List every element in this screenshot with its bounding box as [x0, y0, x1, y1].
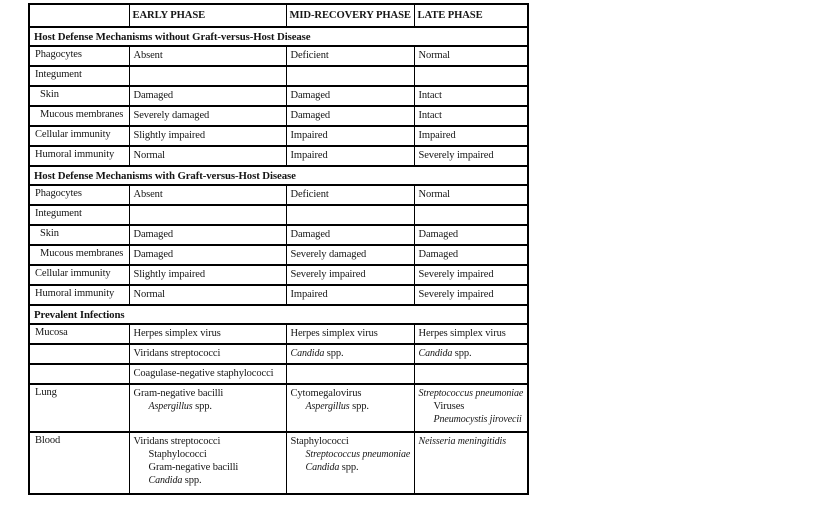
cell-line [291, 49, 410, 62]
cell-line [419, 129, 524, 142]
table-row [29, 265, 528, 285]
cell-text: Viridans streptococci [133, 348, 221, 359]
data-cell [286, 146, 414, 166]
data-cell [129, 285, 286, 305]
cell-line [419, 288, 524, 301]
table-row [29, 384, 528, 432]
cell-line [134, 448, 282, 461]
cell-text: spp. [182, 475, 202, 486]
data-cell [414, 245, 528, 265]
table-row [29, 46, 528, 66]
species-name: Candida [290, 348, 325, 359]
cell-line [419, 89, 524, 102]
cell-line [291, 109, 410, 122]
column-header: LATE PHASE [414, 4, 528, 27]
cell-text: Staphylococci [148, 449, 207, 460]
data-cell [414, 265, 528, 285]
data-cell [286, 225, 414, 245]
table-row [29, 185, 528, 205]
cell-line [134, 327, 282, 340]
cell-line [134, 188, 282, 201]
column-header: MID-RECOVERY PHASE [286, 4, 414, 27]
table-row [29, 106, 528, 126]
species-name: Candida [305, 462, 340, 473]
cell-line [419, 327, 524, 340]
data-cell [286, 384, 414, 432]
cell-text: Damaged [133, 90, 174, 101]
cell-text: Cytomegalovirus [290, 388, 362, 399]
data-cell [129, 245, 286, 265]
row-label: Mucosa [29, 324, 129, 344]
data-cell [286, 106, 414, 126]
data-cell [129, 432, 286, 494]
table-row [29, 285, 528, 305]
cell-line [291, 268, 410, 281]
data-cell [286, 205, 414, 225]
cell-line [419, 228, 524, 241]
table-header [29, 4, 528, 27]
cell-text: Impaired [290, 130, 328, 141]
cell-line [291, 149, 410, 162]
data-cell [286, 86, 414, 106]
row-label: Humoral immunity [29, 285, 129, 305]
row-label: Humoral immunity [29, 146, 129, 166]
data-cell [414, 344, 528, 364]
table-row [29, 324, 528, 344]
cell-text: Herpes simplex virus [133, 328, 221, 339]
cell-text: Herpes simplex virus [418, 328, 506, 339]
cell-line [291, 188, 410, 201]
cell-line [134, 49, 282, 62]
section-header: Host Defense Mechanisms with Graft-versus-Host Disease [29, 166, 528, 185]
species-name: Aspergillus [148, 401, 193, 412]
data-cell [129, 324, 286, 344]
species-name: Neisseria meningitidis [418, 436, 507, 447]
cell-line [291, 129, 410, 142]
cell-text: Normal [133, 289, 165, 300]
row-label: Phagocytes [29, 185, 129, 205]
data-cell [286, 432, 414, 494]
data-cell [414, 384, 528, 432]
cell-text: Staphylococci [290, 436, 349, 447]
cell-line [134, 268, 282, 281]
cell-text: Severely impaired [290, 269, 366, 280]
cell-line [419, 248, 524, 261]
data-cell [286, 126, 414, 146]
row-label [29, 344, 129, 364]
table-row [29, 364, 528, 384]
data-cell [414, 46, 528, 66]
data-cell [129, 146, 286, 166]
cell-line [291, 347, 410, 360]
phases-table [28, 3, 529, 495]
data-cell [286, 324, 414, 344]
cell-line [419, 435, 524, 448]
cell-line [419, 347, 524, 360]
cell-line [134, 435, 282, 448]
cell-text: Normal [133, 150, 165, 161]
data-cell [286, 245, 414, 265]
cell-line [134, 347, 282, 360]
data-cell [414, 126, 528, 146]
cell-text: Gram-negative bacilli [133, 388, 224, 399]
cell-line [291, 89, 410, 102]
cell-text: Herpes simplex virus [290, 328, 378, 339]
cell-text: Slightly impaired [133, 269, 206, 280]
cell-line [291, 248, 410, 261]
table-row [29, 225, 528, 245]
row-label: Skin [29, 86, 129, 106]
data-cell [414, 66, 528, 86]
cell-text: Damaged [290, 229, 331, 240]
cell-line [134, 228, 282, 241]
data-cell [129, 106, 286, 126]
cell-text: Damaged [290, 90, 331, 101]
cell-text: Intact [418, 90, 442, 101]
cell-line [134, 248, 282, 261]
cell-text: Viruses [433, 401, 465, 412]
data-cell [286, 66, 414, 86]
section-row [29, 166, 528, 185]
cell-text: Damaged [418, 249, 459, 260]
data-cell [129, 126, 286, 146]
cell-line [134, 461, 282, 474]
data-cell [129, 384, 286, 432]
cell-line [134, 109, 282, 122]
cell-line [419, 188, 524, 201]
cell-text: Impaired [290, 150, 328, 161]
cell-text: Damaged [418, 229, 459, 240]
data-cell [129, 265, 286, 285]
data-cell [414, 146, 528, 166]
species-name: Streptococcus pneumoniae [305, 449, 411, 460]
table-row [29, 86, 528, 106]
cell-text: spp. [452, 348, 472, 359]
species-name: Candida [418, 348, 453, 359]
cell-text: Impaired [290, 289, 328, 300]
cell-line [134, 129, 282, 142]
cell-line [134, 288, 282, 301]
data-cell [129, 205, 286, 225]
species-name: Aspergillus [305, 401, 350, 412]
data-cell [129, 344, 286, 364]
row-label [29, 364, 129, 384]
header-row [29, 4, 528, 27]
cell-text: Severely impaired [418, 289, 494, 300]
cell-line [291, 461, 410, 474]
data-cell [286, 185, 414, 205]
section-row [29, 27, 528, 46]
cell-text: Viridans streptococci [133, 436, 221, 447]
cell-line [134, 400, 282, 413]
cell-line [134, 367, 282, 380]
column-header: EARLY PHASE [129, 4, 286, 27]
row-label: Skin [29, 225, 129, 245]
row-label: Cellular immunity [29, 126, 129, 146]
table-row [29, 126, 528, 146]
cell-text: Severely damaged [133, 110, 210, 121]
data-cell [414, 364, 528, 384]
species-name: Streptococcus pneumoniae [418, 388, 524, 399]
section-header: Prevalent Infections [29, 305, 528, 324]
cell-line [134, 474, 282, 487]
section-header: Host Defense Mechanisms without Graft-versus-Host Disease [29, 27, 528, 46]
data-cell [286, 344, 414, 364]
data-cell [129, 86, 286, 106]
cell-line [419, 109, 524, 122]
cell-line [419, 49, 524, 62]
cell-line [291, 400, 410, 413]
row-label: Cellular immunity [29, 265, 129, 285]
data-cell [129, 185, 286, 205]
row-label: Mucous membranes [29, 106, 129, 126]
cell-line [419, 149, 524, 162]
data-cell [414, 285, 528, 305]
cell-text: Damaged [290, 110, 331, 121]
cell-line [291, 228, 410, 241]
cell-text: Absent [133, 189, 163, 200]
cell-line [419, 387, 524, 400]
data-cell [129, 66, 286, 86]
cell-line [291, 327, 410, 340]
data-cell [414, 86, 528, 106]
table-row [29, 245, 528, 265]
species-name: Candida [148, 475, 183, 486]
data-cell [129, 46, 286, 66]
data-cell [286, 46, 414, 66]
row-label: Phagocytes [29, 46, 129, 66]
data-cell [414, 106, 528, 126]
data-cell [286, 285, 414, 305]
cell-text: Damaged [133, 249, 174, 260]
data-cell [414, 185, 528, 205]
cell-line [134, 149, 282, 162]
table-row [29, 344, 528, 364]
cell-line [291, 448, 410, 461]
cell-line [419, 400, 524, 413]
table-row [29, 66, 528, 86]
corner-cell [29, 4, 129, 27]
data-cell [286, 364, 414, 384]
cell-text: Intact [418, 110, 442, 121]
cell-text: Gram-negative bacilli [148, 462, 239, 473]
table-row [29, 205, 528, 225]
cell-text: spp. [349, 401, 369, 412]
cell-text: Absent [133, 50, 163, 61]
cell-line [134, 89, 282, 102]
cell-text: Severely damaged [290, 249, 367, 260]
cell-line [419, 268, 524, 281]
data-cell [414, 205, 528, 225]
cell-line [291, 288, 410, 301]
data-cell [286, 265, 414, 285]
cell-text: Impaired [418, 130, 456, 141]
row-label: Integument [29, 205, 129, 225]
cell-text: Normal [418, 189, 450, 200]
cell-line [134, 387, 282, 400]
data-cell [129, 225, 286, 245]
row-label: Integument [29, 66, 129, 86]
cell-text: Deficient [290, 189, 329, 200]
row-label: Lung [29, 384, 129, 432]
cell-line [291, 387, 410, 400]
data-cell [414, 432, 528, 494]
data-cell [414, 225, 528, 245]
cell-text: spp. [339, 462, 359, 473]
section-row [29, 305, 528, 324]
table-row [29, 146, 528, 166]
cell-text: Deficient [290, 50, 329, 61]
data-cell [414, 324, 528, 344]
cell-text: Severely impaired [418, 150, 494, 161]
cell-line [419, 413, 524, 426]
cell-text: spp. [192, 401, 212, 412]
cell-text: spp. [324, 348, 344, 359]
row-label: Blood [29, 432, 129, 494]
cell-text: Coagulase-negative staphylococci [133, 368, 274, 379]
cell-line [291, 435, 410, 448]
table-row [29, 432, 528, 494]
table-body [29, 27, 528, 494]
cell-text: Damaged [133, 229, 174, 240]
cell-text: Normal [418, 50, 450, 61]
cell-text: Severely impaired [418, 269, 494, 280]
cell-text: Slightly impaired [133, 130, 206, 141]
species-name: Pneumocystis jirovecii [433, 414, 522, 425]
data-cell [129, 364, 286, 384]
row-label: Mucous membranes [29, 245, 129, 265]
